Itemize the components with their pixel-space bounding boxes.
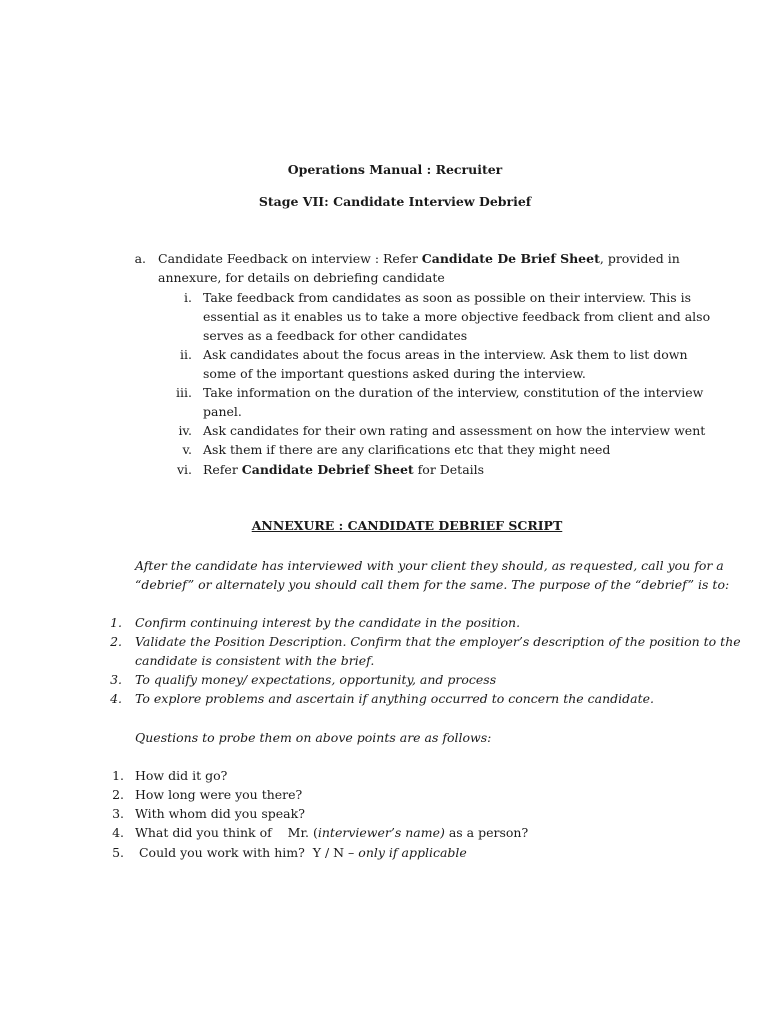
- question-5-italic: only if applicable: [358, 845, 467, 860]
- question-3-text: With whom did you speak?: [135, 806, 305, 821]
- section-a-line2: annexure, for details on debriefing candidate: [158, 270, 445, 285]
- item-vi-marker: vi.: [176, 462, 192, 477]
- section-a-marker: a.: [134, 251, 146, 266]
- item-ii-line1: Ask candidates about the focus areas in the interview. Ask them to list down: [203, 347, 688, 362]
- question-2-marker: 2.: [112, 787, 124, 802]
- question-4-italic: interviewer’s name): [317, 825, 445, 840]
- purpose-1-marker: 1.: [110, 615, 122, 630]
- item-vi-suffix: for Details: [413, 462, 485, 477]
- purpose-4-marker: 4.: [110, 691, 122, 706]
- purpose-3-marker: 3.: [110, 672, 122, 687]
- annexure-intro-line1: After the candidate has interviewed with your client they should, as requested, call you for a: [135, 558, 724, 573]
- question-5-text: [135, 843, 467, 862]
- question-5-marker: 5.: [112, 845, 124, 860]
- item-i-line1: Take feedback from candidates as soon as possible on their interview. This is: [203, 290, 692, 305]
- purpose-2-line1: Validate the Position Description. Confirm that the employer’s description of the position to the: [135, 634, 741, 649]
- question-4-marker: 4.: [112, 825, 124, 840]
- section-a-line1-bold: Candidate De Brief Sheet: [421, 251, 600, 266]
- item-ii-marker: ii.: [180, 347, 192, 362]
- question-4-text: [135, 823, 528, 842]
- annexure-heading: ANNEXURE : CANDIDATE DEBRIEF SCRIPT: [251, 518, 563, 533]
- section-a-line1: [158, 249, 680, 268]
- item-iii-marker: iii.: [176, 385, 192, 400]
- item-iii-line2: panel.: [203, 404, 242, 419]
- question-4-suffix: as a person?: [444, 825, 529, 840]
- purpose-3-line1: To qualify money/ expectations, opportunity, and process: [135, 672, 497, 687]
- item-v-marker: v.: [182, 442, 192, 457]
- question-3-marker: 3.: [112, 806, 124, 821]
- question-4-prefix: What did you think of Mr. (: [135, 825, 318, 840]
- probe-intro: Questions to probe them on above points are as follows:: [135, 730, 492, 745]
- item-i-line3: serves as a feedback for other candidates: [203, 328, 468, 343]
- item-vi-bold: Candidate Debrief Sheet: [241, 462, 414, 477]
- question-1-text: How did it go?: [135, 768, 228, 783]
- section-a-line1-prefix: Candidate Feedback on interview : Refer: [158, 251, 422, 266]
- purpose-4-line1: To explore problems and ascertain if anything occurred to concern the candidate.: [135, 691, 654, 706]
- question-5-prefix: Could you work with him? Y / N –: [135, 845, 359, 860]
- question-2-text: How long were you there?: [135, 787, 303, 802]
- item-iv-marker: iv.: [178, 423, 192, 438]
- item-i-marker: i.: [184, 290, 192, 305]
- purpose-1-line1: Confirm continuing interest by the candidate in the position.: [135, 615, 521, 630]
- item-ii-line2: some of the important questions asked during the interview.: [203, 366, 586, 381]
- item-iv-line1: Ask candidates for their own rating and assessment on how the interview went: [203, 423, 706, 438]
- item-vi-prefix: Refer: [203, 462, 242, 477]
- item-vi-line1: [203, 460, 484, 479]
- item-v-line1: Ask them if there are any clarifications etc that they might need: [203, 442, 611, 457]
- annexure-intro-line2: “debrief” or alternately you should call them for the same. The purpose of the “debrief” is to:: [135, 577, 730, 592]
- purpose-2-marker: 2.: [110, 634, 122, 649]
- item-iii-line1: Take information on the duration of the interview, constitution of the interview: [203, 385, 704, 400]
- question-1-marker: 1.: [112, 768, 124, 783]
- purpose-2-line2: candidate is consistent with the brief.: [135, 653, 375, 668]
- item-i-line2: essential as it enables us to take a more objective feedback from client and also: [203, 309, 711, 324]
- document-subtitle: Stage VII: Candidate Interview Debrief: [258, 194, 532, 209]
- document-title: Operations Manual : Recruiter: [287, 162, 503, 177]
- section-a-line1-suffix: , provided in: [599, 251, 680, 266]
